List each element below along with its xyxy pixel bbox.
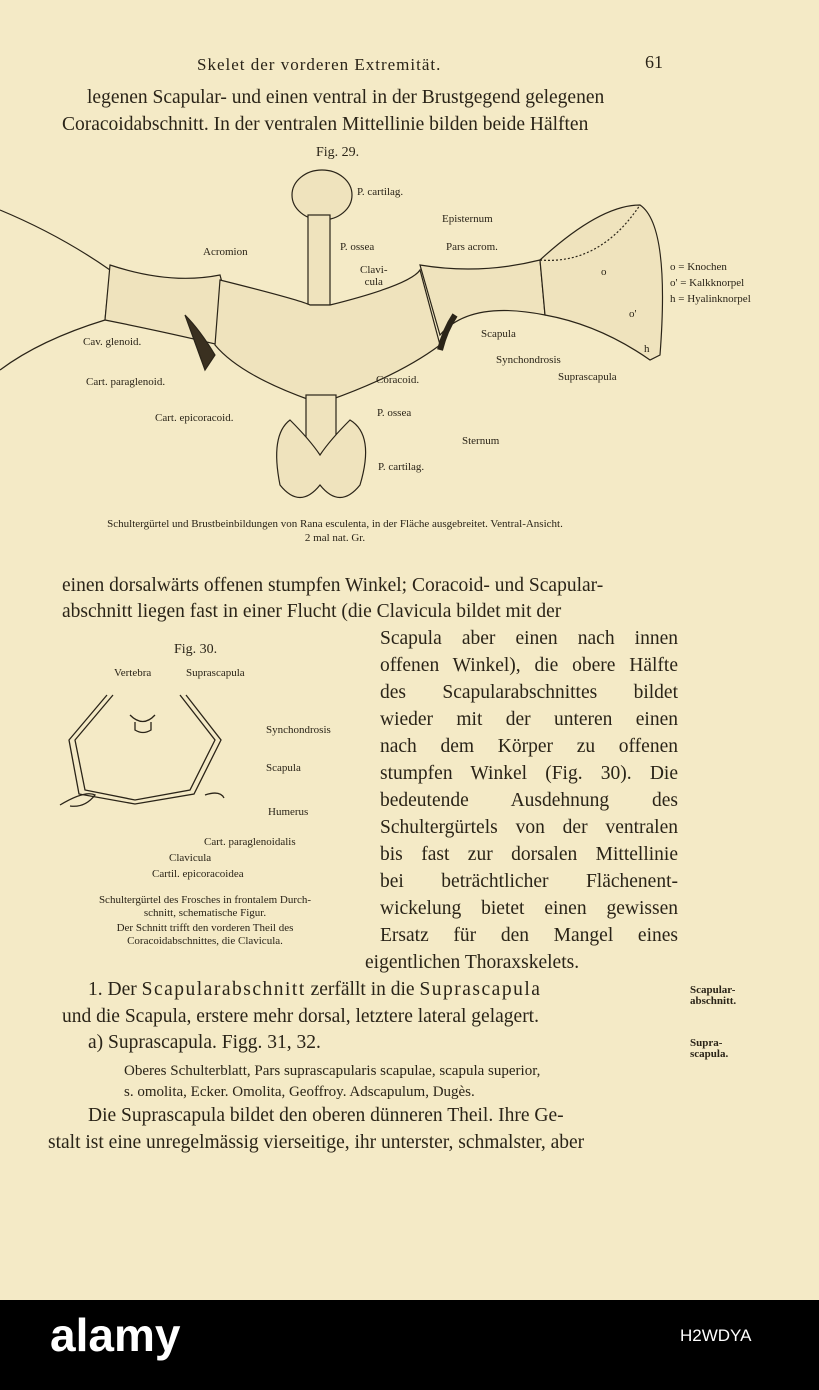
text-spaced: Suprascapula — [419, 979, 542, 1000]
label-scapula: Scapula — [481, 328, 516, 340]
body-line: bei beträchtlicher Flächenent- — [380, 871, 678, 892]
label-synchondrosis: Synchondrosis — [266, 724, 331, 736]
body-line: Coracoidabschnitt. In der ventralen Mittellinie bilden beide Hälften — [62, 114, 589, 135]
label-cart-epicoracoid: Cart. epicoracoid. — [155, 412, 234, 424]
margin-note: Supra- scapula. — [690, 1037, 729, 1060]
label-o-prime: o' — [629, 308, 637, 320]
figure-30-caption: Schultergürtel des Frosches in frontalem Durch- — [98, 894, 312, 906]
label-coracoid: Coracoid. — [376, 374, 420, 386]
page-number: 61 — [645, 52, 663, 72]
body-line: Ersatz für den Mangel eines — [380, 925, 678, 946]
label-synchondrosis: Synchondrosis — [496, 354, 561, 366]
body-line — [88, 978, 541, 1002]
body-line: stalt ist eine unregelmässig vierseitige, ihr unterster, schmalster, aber — [48, 1132, 585, 1153]
body-line: Schultergürtels von der ventralen — [380, 817, 678, 838]
figure-29-caption: 2 mal nat. Gr. — [304, 532, 366, 544]
body-line: abschnitt liegen fast in einer Flucht (die Clavicula bildet mit der — [62, 601, 562, 622]
body-line: a) Suprascapula. Figg. 31, 32. — [88, 1032, 321, 1053]
body-line: legenen Scapular- und einen ventral in der Brustgegend gelegenen — [87, 87, 605, 108]
text: 1. Der — [88, 979, 137, 1000]
legend-item: o = Knochen — [670, 261, 727, 273]
figure-30-caption: schnitt, schematische Figur. — [143, 907, 267, 919]
image-code: H2WDYA — [680, 1326, 752, 1345]
brand-logo: alamy — [50, 1309, 181, 1361]
label-h: h — [644, 343, 650, 355]
label-p-cartilag-bottom: P. cartilag. — [378, 461, 425, 473]
figure-30-caption: Der Schnitt trifft den vorderen Theil des — [116, 922, 294, 934]
figure-30-drawing — [55, 690, 225, 810]
label-pars-acrom: Pars acrom. — [446, 241, 498, 253]
label-clavicula: Clavicula — [169, 852, 212, 864]
label-o: o — [601, 266, 607, 278]
body-line: und die Scapula, erstere mehr dorsal, letztere lateral gelagert. — [62, 1006, 539, 1027]
stock-footer — [0, 1300, 819, 1390]
body-line: des Scapularabschnittes bildet — [380, 682, 678, 703]
legend-item: o' = Kalkknorpel — [670, 277, 745, 289]
wrapped-text-column — [365, 627, 678, 978]
body-line: bis fast zur dorsalen Mittellinie — [380, 844, 678, 865]
label-cav-glenoid: Cav. glenoid. — [83, 336, 142, 348]
label-p-cartilag-top: P. cartilag. — [357, 186, 404, 198]
figure-30-caption: Coracoidabschnittes, die Clavicula. — [127, 935, 283, 947]
body-line: nach dem Körper zu offenen — [380, 736, 678, 757]
body-line: Die Suprascapula bildet den oberen dünneren Theil. Ihre Ge- — [88, 1105, 564, 1126]
body-line: wieder mit der unteren einen — [380, 709, 678, 730]
label-cart-paraglenoid: Cart. paraglenoid. — [86, 376, 166, 388]
label-suprascapula: Suprascapula — [186, 667, 245, 679]
label-sternum: Sternum — [462, 435, 500, 447]
body-line: offenen Winkel), die obere Hälfte — [380, 655, 678, 676]
text: zerfällt in die — [310, 979, 415, 1000]
label-suprascapula: Suprascapula — [558, 371, 617, 383]
label-episternum: Episternum — [442, 213, 493, 225]
label-cart-paraglenoidalis: Cart. paraglenoidalis — [204, 836, 296, 848]
body-line: eigentlichen Thoraxskelets. — [365, 952, 580, 973]
label-scapula: Scapula — [266, 762, 301, 774]
figure-29-caption: Schultergürtel und Brustbeinbildungen von Rana esculenta, in der Fläche ausgebreitet. Ventral-Ansicht. — [107, 518, 563, 530]
label-cartil-epicoracoidea: Cartil. epicoracoidea — [152, 868, 244, 880]
body-line: Scapula aber einen nach innen — [380, 628, 678, 649]
label-vertebra: Vertebra — [114, 667, 152, 679]
label-humerus: Humerus — [268, 806, 309, 818]
margin-note: Scapular- abschnitt. — [690, 984, 737, 1007]
running-header: Skelet der vorderen Extremität. — [197, 55, 442, 74]
label-clavicula: Clavi- cula — [360, 264, 388, 288]
label-p-ossea-bottom: P. ossea — [377, 407, 412, 419]
body-line: wickelung bietet einen gewissen — [380, 898, 678, 919]
body-line: stumpfen Winkel (Fig. 30). Die — [380, 763, 678, 784]
synonym-line: Oberes Schulterblatt, Pars suprascapularis scapulae, scapula superior, — [124, 1063, 541, 1079]
body-line: einen dorsalwärts offenen stumpfen Winkel; Coracoid- und Scapular- — [62, 575, 604, 596]
text-spaced: Scapularabschnitt — [141, 979, 306, 1000]
label-acromion: Acromion — [203, 246, 248, 258]
legend-item: h = Hyalinknorpel — [670, 293, 751, 305]
synonym-line: s. omolita, Ecker. Omolita, Geoffroy. Adscapulum, Dugès. — [124, 1084, 475, 1100]
body-line: bedeutende Ausdehnung des — [380, 790, 678, 811]
figure-30-title: Fig. 30. — [174, 642, 218, 657]
label-p-ossea-top: P. ossea — [340, 241, 375, 253]
figure-29-title: Fig. 29. — [316, 145, 360, 160]
